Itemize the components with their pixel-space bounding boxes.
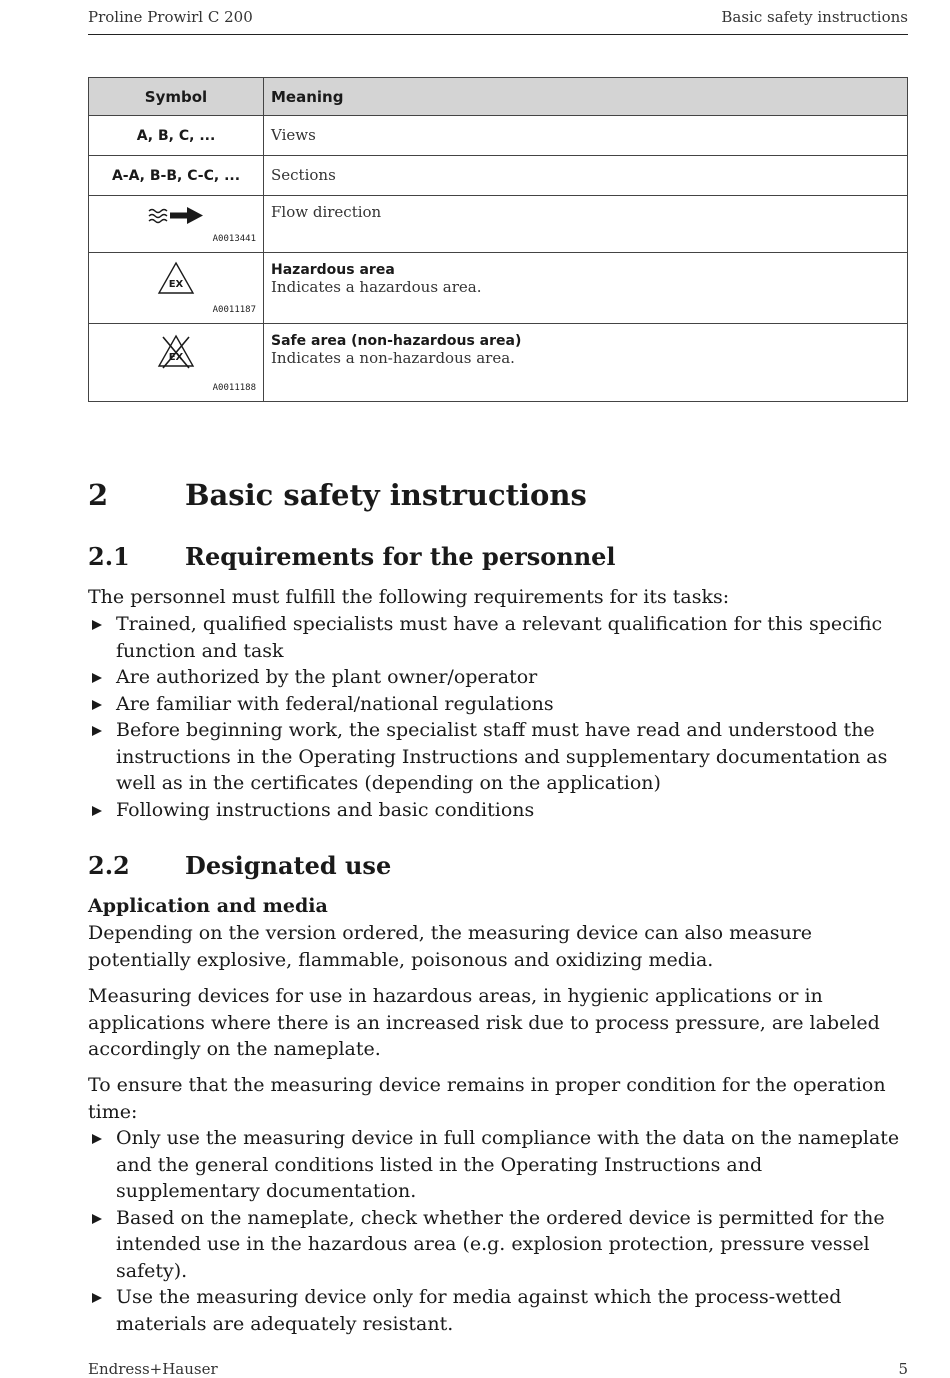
page-number: 5 [898, 1360, 908, 1378]
table-row [89, 116, 908, 156]
list-item: Only use the measuring device in full compliance with the data on the nameplate and the general conditions listed in the Operating Instructions and supplementary documentation. [88, 1125, 908, 1205]
figure-code: A0013441 [212, 234, 256, 244]
bullet-triangle-icon [92, 1134, 102, 1144]
svg-text:EX: EX [168, 279, 184, 290]
bullet-triangle-icon [92, 700, 102, 710]
section-title: Basic safety instructions [185, 478, 587, 512]
bullet-triangle-icon [92, 726, 102, 736]
bullet-triangle-icon [92, 806, 102, 816]
page-header [88, 6, 908, 35]
table-row [89, 196, 908, 253]
list-item: Are familiar with federal/national regulations [88, 691, 908, 718]
table-row [89, 324, 908, 402]
meaning-cell [264, 324, 908, 402]
section-number: 2.2 [88, 851, 130, 880]
list-item: Before beginning work, the specialist staff must have read and understood the instructions in the Operating Instructions and supplementary documentation as well as in the certificates (depending on the application) [88, 717, 908, 797]
personnel-intro: The personnel must fulfill the following requirements for its tasks: [88, 586, 730, 608]
section-number: 2.1 [88, 542, 130, 571]
symbol-column-header: Symbol [89, 78, 264, 116]
personnel-requirements-list [88, 611, 908, 823]
document-page [88, 0, 908, 1378]
table-row [89, 253, 908, 324]
bullet-triangle-icon [92, 620, 102, 630]
page-footer [88, 1360, 908, 1378]
section-title: Designated use [185, 851, 392, 880]
section-heading-2-2 [88, 851, 391, 880]
hazardous-area-icon [157, 261, 195, 295]
designated-use-list [88, 1125, 908, 1337]
figure-code: A0011187 [212, 305, 256, 315]
meaning-title: Hazardous area [271, 262, 395, 278]
symbol-table [88, 77, 908, 402]
footer-company: Endress+Hauser [88, 1360, 218, 1378]
list-item: Trained, qualified specialists must have a relevant qualification for this specific function and task [88, 611, 908, 664]
meaning-cell: Sections [264, 156, 908, 196]
symbol-cell: A-A, B-B, C-C, ... [89, 156, 264, 196]
meaning-column-header: Meaning [264, 78, 908, 116]
symbol-cell [89, 253, 264, 324]
list-item: Use the measuring device only for media against which the process-wetted materials are adequately resistant. [88, 1284, 908, 1337]
meaning-text: Indicates a hazardous area. [271, 278, 482, 296]
table-row [89, 156, 908, 196]
header-product-name: Proline Prowirl C 200 [88, 8, 253, 26]
meaning-text: Indicates a non-hazardous area. [271, 349, 515, 367]
list-item: Are authorized by the plant owner/operator [88, 664, 908, 691]
symbol-cell: A, B, C, ... [89, 116, 264, 156]
section-heading-2-1 [88, 542, 616, 571]
bullet-triangle-icon [92, 1214, 102, 1224]
list-item: Based on the nameplate, check whether the ordered device is permitted for the intended use in the hazardous area (e.g. explosion protection, pressure vessel safety). [88, 1205, 908, 1285]
flow-direction-icon [147, 205, 205, 225]
svg-text:EX: EX [168, 352, 184, 363]
meaning-cell: Views [264, 116, 908, 156]
section-number: 2 [88, 478, 109, 512]
meaning-title: Safe area (non-hazardous area) [271, 333, 522, 349]
safe-area-icon [157, 333, 195, 369]
bullet-triangle-icon [92, 673, 102, 683]
symbol-table-header-row [89, 78, 908, 116]
section-heading-2 [88, 478, 587, 512]
header-section-name: Basic safety instructions [721, 8, 908, 26]
paragraph: Measuring devices for use in hazardous areas, in hygienic applications or in applications where there is an increased risk due to process pressure, are labeled accordingly on the nameplate. [88, 985, 880, 1060]
list-item: Following instructions and basic conditions [88, 797, 908, 824]
figure-code: A0011188 [212, 383, 256, 393]
meaning-cell: Flow direction [264, 196, 908, 253]
paragraph: To ensure that the measuring device remains in proper condition for the operation time: [88, 1074, 886, 1123]
paragraph: Depending on the version ordered, the measuring device can also measure potentially explosive, flammable, poisonous and oxidizing media. [88, 922, 813, 971]
bullet-triangle-icon [92, 1293, 102, 1303]
section-title: Requirements for the personnel [185, 542, 616, 571]
symbol-cell [89, 324, 264, 402]
subheading-application-media: Application and media [88, 895, 328, 917]
symbol-cell [89, 196, 264, 253]
meaning-cell [264, 253, 908, 324]
